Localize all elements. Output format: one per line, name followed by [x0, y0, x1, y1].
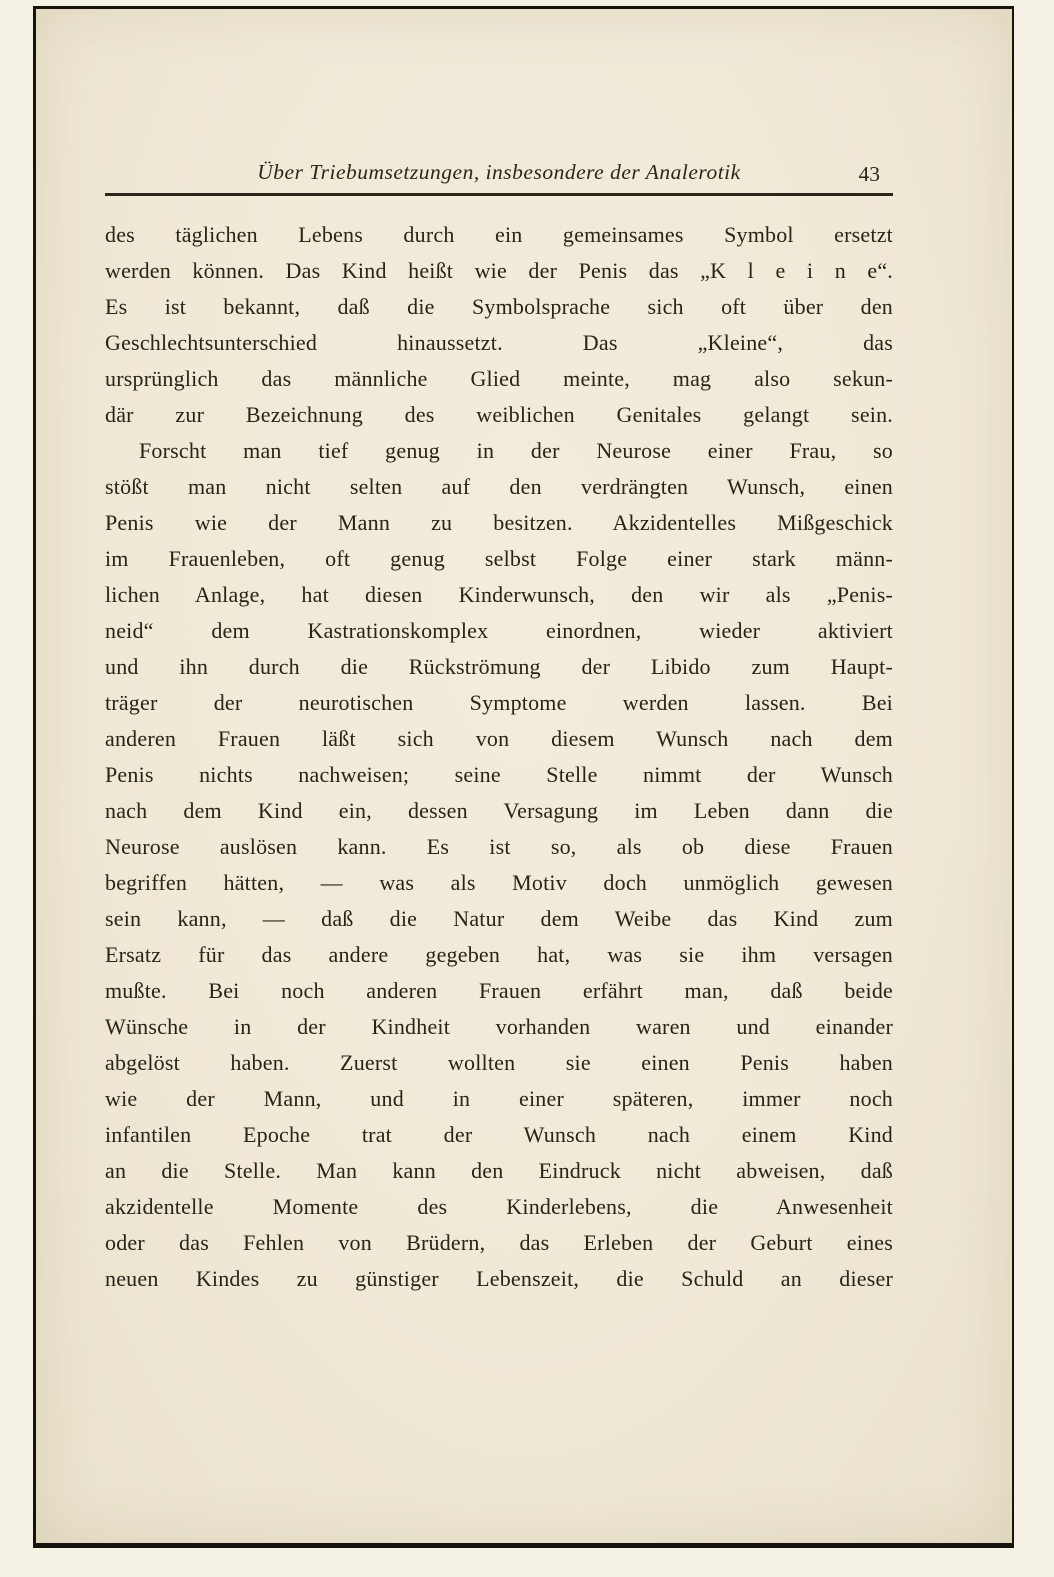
paragraph	[105, 433, 893, 1297]
text-line: Wünsche in der Kindheit vorhanden waren und einander	[105, 1014, 893, 1039]
text-line: wie der Mann, und in einer späteren, immer noch	[105, 1086, 893, 1111]
text-line: Penis nichts nachweisen; seine Stelle nimmt der Wunsch	[105, 762, 893, 787]
paragraph	[105, 217, 893, 433]
text-line: där zur Bezeichnung des weiblichen Genitales gelangt sein.	[105, 402, 893, 427]
text-line: an die Stelle. Man kann den Eindruck nicht abweisen, daß	[105, 1158, 893, 1183]
text-line: neid“ dem Kastrationskomplex einordnen, wieder aktiviert	[105, 618, 893, 643]
text-line: oder das Fehlen von Brüdern, das Erleben der Geburt eines	[105, 1230, 893, 1255]
text-line: abgelöst haben. Zuerst wollten sie einen Penis haben	[105, 1050, 893, 1075]
text-line: ursprünglich das männliche Glied meinte, mag also sekun-	[105, 366, 893, 391]
text-line: neuen Kindes zu günstiger Lebenszeit, die Schuld an dieser	[105, 1266, 893, 1291]
text-line: Ersatz für das andere gegeben hat, was sie ihm versagen	[105, 942, 893, 967]
header-rule	[105, 193, 893, 196]
text-line: sein kann, — daß die Natur dem Weibe das Kind zum	[105, 906, 893, 931]
text-line: begriffen hätten, — was als Motiv doch unmöglich gewesen	[105, 870, 893, 895]
page-header	[105, 156, 893, 188]
text-line: und ihn durch die Rückströmung der Libido zum Haupt-	[105, 654, 893, 679]
text-line: im Frauenleben, oft genug selbst Folge einer stark männ-	[105, 546, 893, 571]
text-line: des täglichen Lebens durch ein gemeinsames Symbol ersetzt	[105, 222, 893, 247]
text-line: akzidentelle Momente des Kinderlebens, die Anwesenheit	[105, 1194, 893, 1219]
text-line: Neurose auslösen kann. Es ist so, als ob diese Frauen	[105, 834, 893, 859]
body-text	[105, 217, 893, 1297]
page-number: 43	[858, 162, 880, 186]
text-line: mußte. Bei noch anderen Frauen erfährt man, daß beide	[105, 978, 893, 1003]
text-line: werden können. Das Kind heißt wie der Penis das „K l e i n e“.	[105, 258, 893, 283]
text-line: lichen Anlage, hat diesen Kinderwunsch, den wir als „Penis-	[105, 582, 893, 607]
text-line: anderen Frauen läßt sich von diesem Wunsch nach dem	[105, 726, 893, 751]
text-line: Forscht man tief genug in der Neurose einer Frau, so	[139, 438, 893, 463]
text-line: stößt man nicht selten auf den verdrängten Wunsch, einen	[105, 474, 893, 499]
text-line: träger der neurotischen Symptome werden lassen. Bei	[105, 690, 893, 715]
text-line: Es ist bekannt, daß die Symbolsprache sich oft über den	[105, 294, 893, 319]
text-line: nach dem Kind ein, dessen Versagung im Leben dann die	[105, 798, 893, 823]
text-line: Geschlechtsunterschied hinaussetzt. Das „Kleine“, das	[105, 330, 893, 355]
text-line: Penis wie der Mann zu besitzen. Akzidentelles Mißgeschick	[105, 510, 893, 535]
text-line: infantilen Epoche trat der Wunsch nach einem Kind	[105, 1122, 893, 1147]
running-title: Über Triebumsetzungen, insbesondere der Analerotik	[257, 160, 741, 184]
